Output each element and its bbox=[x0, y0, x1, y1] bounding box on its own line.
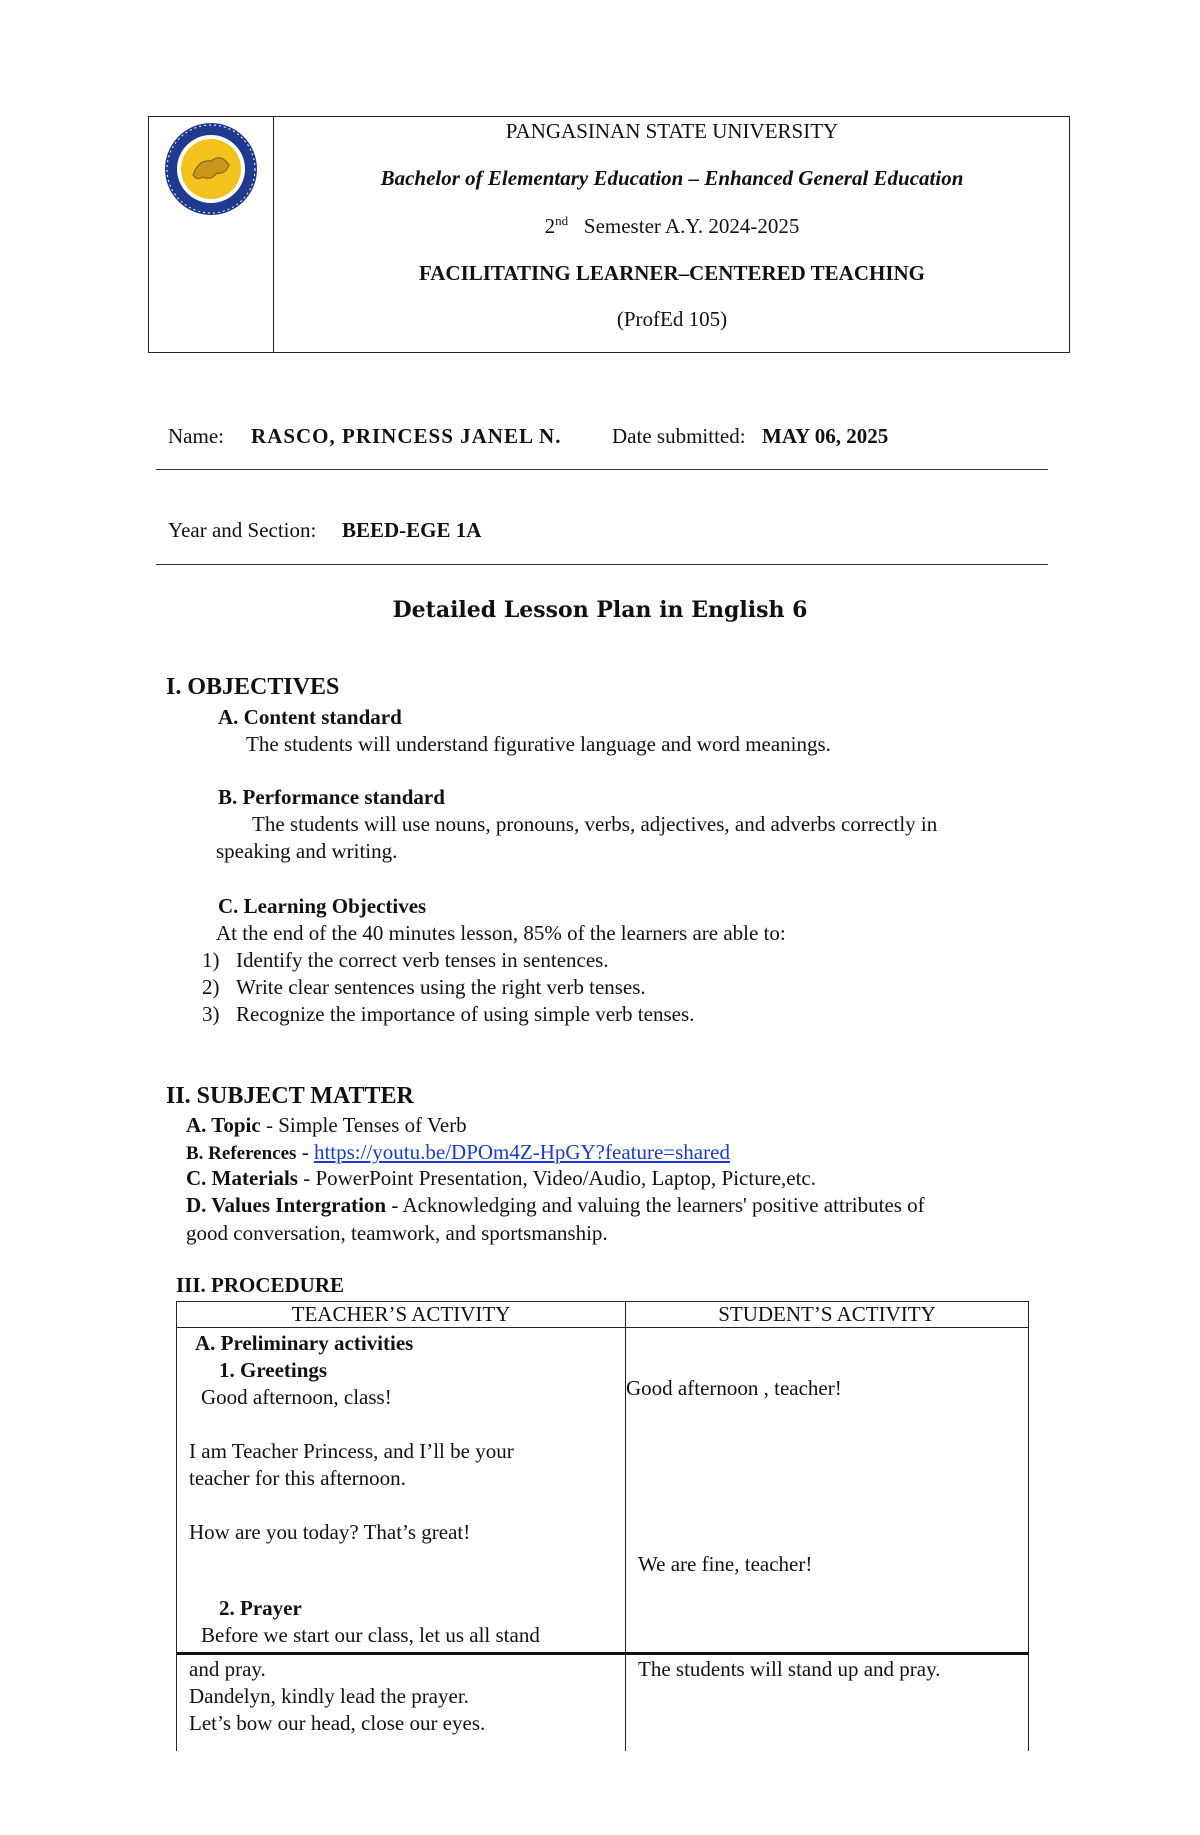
course-code: (ProfEd 105) bbox=[616, 307, 728, 331]
topic-line: A. Topic - Simple Tenses of Verb bbox=[186, 1113, 467, 1137]
semester-line: 2nd Semester A.Y. 2024-2025 bbox=[544, 213, 800, 238]
student-cell bbox=[626, 1328, 1029, 1654]
table-row bbox=[177, 1654, 1029, 1752]
objective-number: 2) bbox=[202, 975, 220, 999]
teacher-line: Dandelyn, kindly lead the prayer. bbox=[189, 1684, 469, 1708]
student-column-header: STUDENT’S ACTIVITY bbox=[626, 1302, 1029, 1328]
performance-standard-text: The students will use nouns, pronouns, verbs, adjectives, and adverbs correctly in bbox=[252, 812, 938, 836]
teacher-line: I am Teacher Princess, and I’ll be your bbox=[189, 1439, 514, 1463]
date-label: Date submitted: bbox=[612, 424, 746, 448]
header-box bbox=[148, 116, 1070, 353]
name-label: Name: bbox=[168, 424, 224, 448]
divider-line bbox=[156, 564, 1048, 565]
teacher-line: How are you today? That’s great! bbox=[189, 1520, 471, 1544]
header-divider bbox=[273, 117, 274, 352]
teacher-line: Good afternoon, class! bbox=[201, 1385, 392, 1409]
content-standard-label: A. Content standard bbox=[218, 705, 402, 729]
name-value: RASCO, PRINCESS JANEL N. bbox=[251, 424, 562, 448]
learning-objectives-label: C. Learning Objectives bbox=[218, 894, 427, 918]
values-line-2: good conversation, teamwork, and sportsmanship. bbox=[186, 1221, 608, 1245]
university-name: PANGASINAN STATE UNIVERSITY bbox=[505, 119, 839, 143]
table-header-row bbox=[177, 1302, 1029, 1328]
subject-matter-title: II. SUBJECT MATTER bbox=[166, 1083, 414, 1109]
greetings-heading: 1. Greetings bbox=[219, 1358, 328, 1382]
procedure-title: III. PROCEDURE bbox=[176, 1273, 345, 1297]
student-cell bbox=[626, 1654, 1029, 1752]
objective-number: 1) bbox=[202, 948, 220, 972]
performance-standard-text-2: speaking and writing. bbox=[216, 839, 398, 863]
teacher-line: and pray. bbox=[189, 1657, 266, 1681]
student-line: The students will stand up and pray. bbox=[638, 1657, 941, 1681]
program-name: Bachelor of Elementary Education – Enhanced General Education bbox=[380, 166, 964, 190]
objective-number: 3) bbox=[202, 1002, 220, 1026]
objective-item: Recognize the importance of using simple verb tenses. bbox=[236, 1002, 695, 1026]
objective-item: Write clear sentences using the right verb tenses. bbox=[236, 975, 646, 999]
course-title: FACILITATING LEARNER–CENTERED TEACHING bbox=[418, 261, 926, 285]
teacher-column-header: TEACHER’S ACTIVITY bbox=[177, 1302, 626, 1328]
performance-standard-label: B. Performance standard bbox=[218, 785, 445, 809]
divider-line bbox=[156, 469, 1048, 470]
teacher-line: teacher for this afternoon. bbox=[189, 1466, 406, 1490]
objectives-title: I. OBJECTIVES bbox=[166, 674, 340, 700]
table-row bbox=[177, 1328, 1029, 1654]
lesson-title: Detailed Lesson Plan in English 6 bbox=[392, 597, 808, 623]
objective-item: Identify the correct verb tenses in sentences. bbox=[236, 948, 609, 972]
references-link[interactable]: https://youtu.be/DPOm4Z-HpGY?feature=shared bbox=[313, 1140, 730, 1164]
student-line: Good afternoon , teacher! bbox=[626, 1376, 842, 1400]
learning-objectives-intro: At the end of the 40 minutes lesson, 85% of the learners are able to: bbox=[216, 921, 786, 945]
materials-line: C. Materials - PowerPoint Presentation, Video/Audio, Laptop, Picture,etc. bbox=[186, 1166, 816, 1190]
teacher-line: Let’s bow our head, close our eyes. bbox=[189, 1711, 486, 1735]
prayer-heading: 2. Prayer bbox=[219, 1596, 302, 1620]
student-line: We are fine, teacher! bbox=[638, 1552, 813, 1576]
references-line: B. References - https://youtu.be/DPOm4Z-HpGY?feature=shared bbox=[186, 1140, 730, 1164]
prelim-heading: A. Preliminary activities bbox=[195, 1331, 414, 1355]
teacher-cell bbox=[177, 1328, 626, 1654]
content-standard-text: The students will understand figurative language and word meanings. bbox=[246, 732, 831, 756]
date-value: MAY 06, 2025 bbox=[762, 424, 889, 448]
section-label: Year and Section: bbox=[168, 518, 317, 542]
university-seal-icon bbox=[159, 117, 263, 221]
section-value: BEED-EGE 1A bbox=[342, 518, 482, 542]
values-line: D. Values Intergration - Acknowledging and valuing the learners' positive attributes of bbox=[186, 1193, 925, 1217]
teacher-cell bbox=[177, 1654, 626, 1752]
procedure-table bbox=[176, 1301, 1029, 1751]
teacher-line: Before we start our class, let us all stand bbox=[201, 1623, 540, 1647]
